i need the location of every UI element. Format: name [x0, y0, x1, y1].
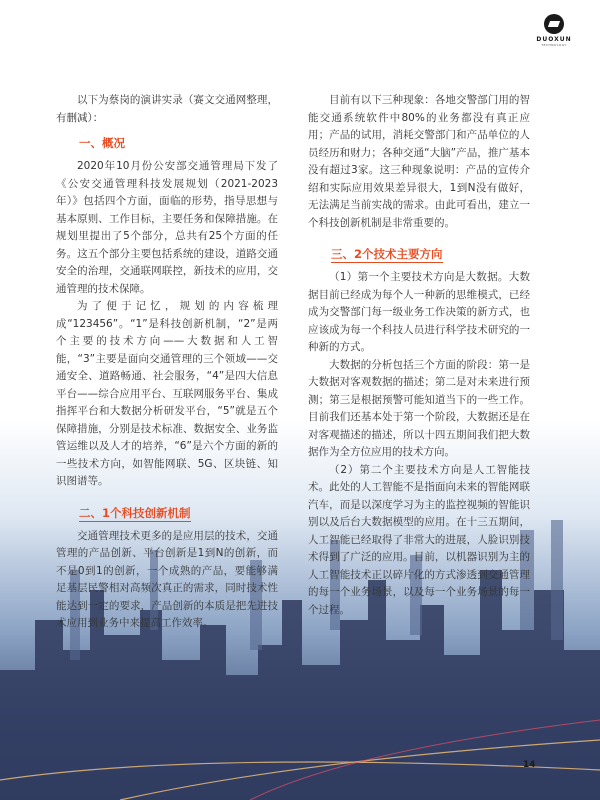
left-column [56, 92, 278, 633]
page-number: 14 [523, 760, 536, 770]
body-paragraph: 交通管理技术更多的是应用层的技术，交通管理的产品创新、平台创新是1到N的创新，而不是0到1的创新，一个成熟的产品，要能够满足基层民警相对高频次真正的需求，同时技术性能达到一定的要求，产品创新的本质是把先进技术应用到业务中来提高工作效率。 [56, 529, 278, 629]
body-paragraph: 为了便于记忆，规划的内容梳理成“123456”。“1”是科技创新机制，“2”是两个主要的技术方向——大数据和人工智能，“3”主要是面向交通管理的三个领域——交通安全、道路畅通、社会服务，“4”是四大信息平台——综合应用平台、互联网服务平台、集成指挥平台和大数据分析研发平台，“5”就是五个保障措施，分别是技术标准、数据安全、业务监管运维以及人才的培养，“6”是六个方面的新的一些技术方向，如智能网联、5G、区块链、知识图谱等。 [56, 300, 278, 487]
intro-paragraph: 以下为蔡岗的演讲实录（赛文交通网整理，有删减）： [56, 94, 278, 124]
section-heading-tech-directions: 三、2个技术主要方向 [331, 247, 443, 261]
body-paragraph: （2）第二个主要技术方向是人工智能技术。此处的人工智能不是指面向未来的智能网联汽车，而是以深度学习为主的监控视频的智能识别以及后台大数据模型的应用。在十三五期间，人工智能已经取得了非常大的进展，人脸识别技术得到了广泛的应用。目前，以机器识别为主的人工智能技术正以碎片化的方式渗透到交通管理的每一个业务场景，以及每一个业务场景的每一个过程。 [308, 463, 530, 616]
body-paragraph: 大数据的分析包括三个方面的阶段：第一是大数据对客观数据的描述；第二是对未来进行预测；第三是根据预警可能知道当下的一些工作。目前我们还基本处于第一个阶段，大数据还是在对客观描述的描述，所以十四五期间我们把大数据作为全方位应用的技术方向。 [308, 358, 530, 458]
logo-sub-text: TECHNOLOGY [541, 43, 567, 47]
section-heading-innovation: 二、1个科技创新机制 [79, 505, 191, 520]
logo-mark-icon [544, 14, 564, 34]
right-column [308, 92, 530, 619]
logo-brand-text: DUOXUN [536, 36, 572, 43]
section-heading-overview: 一、概况 [79, 136, 125, 150]
body-paragraph: （1）第一个主要技术方向是大数据。大数据目前已经成为每个人一种新的思维模式，已经成为交警部门每一级业务工作决策的新方式，也应该成为每一个科技人员进行科学技术研究的一种新的方式。 [308, 271, 530, 353]
body-paragraph: 目前有以下三种现象：各地交警部门用的智能交通系统软件中80%的业务都没有真正应用；产品的试用，消耗交警部门和产品单位的人员经历和财力；各种交通“大脑”产品，推广基本没有超过3家。这三种现象说明：产品的宣传介绍和实际应用效果差异很大，1到N没有做好，无法满足当前实战的需求。由此可看出，建立一个科技创新机制是非常重要的。 [308, 94, 530, 229]
body-paragraph: 2020年10月份公安部交通管理局下发了《公安交通管理科技发展规划（2021-2023年）》包括四个方面，面临的形势，指导思想与基本原则、工作目标，主要任务和保障措施。在规划里提出了5个部分，总共有25个方面的任务。这五个部分主要包括系统的建设，道路交通安全的治理，交通联网联控，新技术的应用，交通管理的技术保障。 [56, 160, 278, 295]
publisher-logo [530, 14, 578, 54]
